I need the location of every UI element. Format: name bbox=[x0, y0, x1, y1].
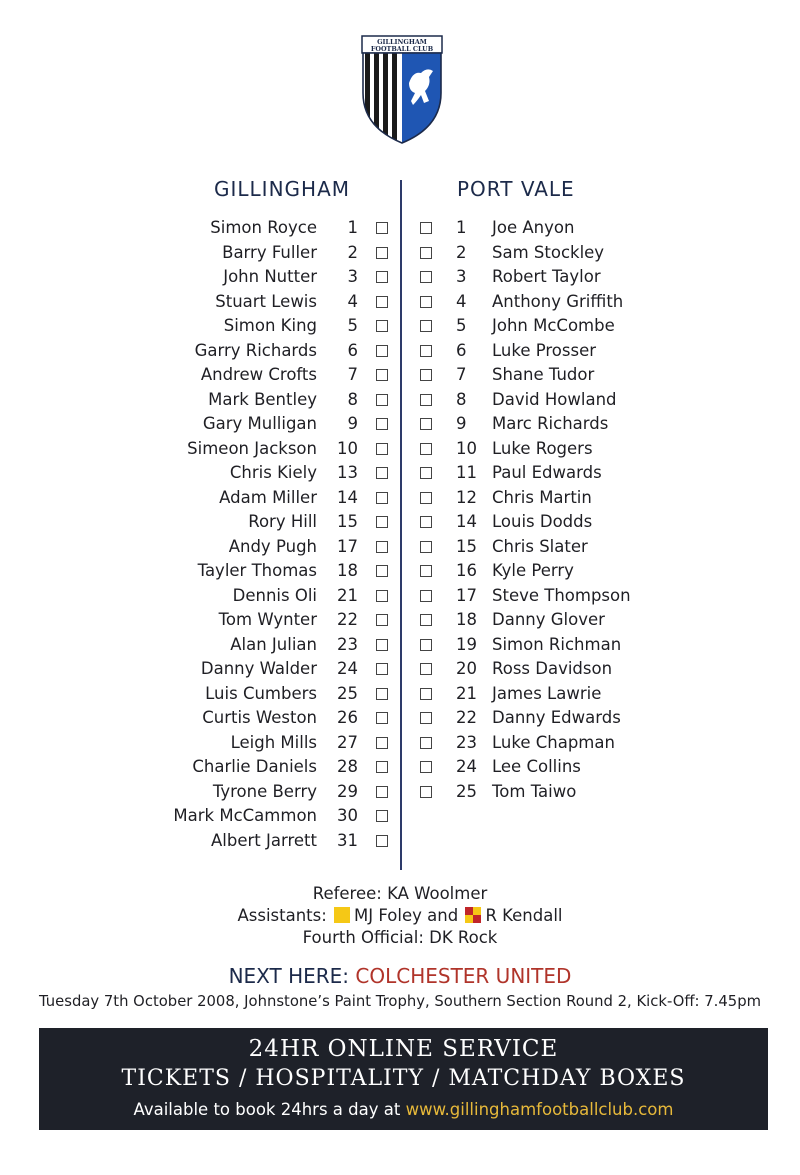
player-name: Ross Davidson bbox=[492, 659, 613, 678]
away-player-row bbox=[414, 314, 650, 339]
player-number: 9 bbox=[347, 414, 358, 433]
away-player-row bbox=[414, 706, 650, 731]
away-player-row bbox=[414, 535, 650, 560]
player-name: Paul Edwards bbox=[492, 463, 602, 482]
player-checkbox[interactable] bbox=[420, 565, 432, 577]
player-checkbox[interactable] bbox=[376, 737, 388, 749]
player-checkbox[interactable] bbox=[420, 786, 432, 798]
assistant-1: MJ Foley and bbox=[354, 906, 459, 925]
player-number: 25 bbox=[456, 781, 477, 801]
away-player-row bbox=[414, 461, 650, 486]
player-number: 5 bbox=[347, 316, 358, 335]
player-checkbox[interactable] bbox=[420, 271, 432, 283]
player-name: Simeon Jackson bbox=[187, 438, 317, 458]
player-checkbox[interactable] bbox=[376, 369, 388, 381]
crest-line-1: GILLINGHAM bbox=[377, 38, 427, 46]
column-divider bbox=[400, 180, 402, 870]
home-player-row bbox=[150, 584, 395, 609]
player-name: John McCombe bbox=[492, 316, 615, 335]
player-checkbox[interactable] bbox=[420, 688, 432, 700]
away-player-row bbox=[414, 780, 650, 805]
player-number: 6 bbox=[347, 340, 358, 360]
player-number: 2 bbox=[456, 242, 467, 262]
home-player-row bbox=[150, 731, 395, 756]
player-number: 18 bbox=[456, 610, 477, 629]
player-checkbox[interactable] bbox=[420, 345, 432, 357]
player-name: Chris Martin bbox=[492, 487, 592, 507]
player-checkbox[interactable] bbox=[376, 663, 388, 675]
away-player-row bbox=[414, 388, 650, 413]
player-name: Marc Richards bbox=[492, 414, 609, 433]
player-checkbox[interactable] bbox=[420, 369, 432, 381]
player-checkbox[interactable] bbox=[420, 541, 432, 553]
player-name: John Nutter bbox=[223, 267, 317, 286]
player-number: 7 bbox=[456, 365, 467, 384]
home-player-row bbox=[150, 339, 395, 364]
player-checkbox[interactable] bbox=[376, 271, 388, 283]
player-number: 5 bbox=[456, 316, 467, 335]
player-checkbox[interactable] bbox=[376, 394, 388, 406]
home-player-row bbox=[150, 510, 395, 535]
away-player-row bbox=[414, 241, 650, 266]
home-player-row bbox=[150, 535, 395, 560]
home-player-row bbox=[150, 608, 395, 633]
club-crest-logo bbox=[361, 35, 443, 145]
player-name: Luke Chapman bbox=[492, 732, 615, 752]
player-number: 29 bbox=[337, 781, 358, 801]
player-checkbox[interactable] bbox=[376, 345, 388, 357]
home-team-list bbox=[150, 216, 395, 853]
home-player-row bbox=[150, 241, 395, 266]
player-name: Mark Bentley bbox=[208, 389, 317, 409]
yellow-flag-icon bbox=[334, 907, 350, 923]
player-name: Sam Stockley bbox=[492, 242, 605, 262]
next-here-label: NEXT HERE: bbox=[228, 964, 350, 988]
player-number: 26 bbox=[337, 708, 358, 727]
player-checkbox[interactable] bbox=[376, 786, 388, 798]
player-number: 15 bbox=[456, 536, 477, 556]
player-checkbox[interactable] bbox=[420, 320, 432, 332]
player-name: Chris Kiely bbox=[229, 463, 317, 482]
player-number: 16 bbox=[456, 561, 477, 580]
player-number: 13 bbox=[337, 463, 358, 482]
player-checkbox[interactable] bbox=[376, 835, 388, 847]
player-checkbox[interactable] bbox=[376, 688, 388, 700]
away-player-row bbox=[414, 682, 650, 707]
player-checkbox[interactable] bbox=[376, 614, 388, 626]
player-checkbox[interactable] bbox=[376, 320, 388, 332]
home-player-row bbox=[150, 437, 395, 462]
chequered-flag-icon bbox=[465, 907, 481, 923]
away-team-list bbox=[414, 216, 650, 804]
home-player-row bbox=[150, 486, 395, 511]
player-name: Danny Walder bbox=[200, 659, 317, 678]
away-player-row bbox=[414, 755, 650, 780]
player-number: 7 bbox=[347, 365, 358, 384]
player-name: Luis Cumbers bbox=[205, 683, 317, 703]
player-name: Leigh Mills bbox=[230, 732, 317, 752]
player-number: 21 bbox=[337, 585, 358, 605]
home-team-heading: GILLINGHAM bbox=[214, 177, 351, 201]
player-name: Luke Rogers bbox=[492, 438, 593, 458]
player-name: Shane Tudor bbox=[492, 365, 595, 384]
assistants-line bbox=[0, 905, 800, 927]
next-fixture-heading bbox=[0, 964, 800, 988]
home-player-row bbox=[150, 755, 395, 780]
player-name: Robert Taylor bbox=[492, 267, 601, 286]
player-number: 1 bbox=[456, 218, 467, 237]
player-number: 23 bbox=[337, 634, 358, 654]
player-number: 14 bbox=[337, 487, 358, 507]
player-name: Simon Royce bbox=[210, 218, 317, 237]
player-number: 30 bbox=[337, 806, 358, 825]
player-number: 8 bbox=[347, 389, 358, 409]
player-checkbox[interactable] bbox=[420, 394, 432, 406]
home-player-row bbox=[150, 706, 395, 731]
player-number: 15 bbox=[337, 512, 358, 531]
player-checkbox[interactable] bbox=[420, 296, 432, 308]
home-player-row bbox=[150, 265, 395, 290]
banner-subtitle: TICKETS / HOSPITALITY / MATCHDAY BOXES bbox=[121, 1066, 686, 1091]
assistant-2: R Kendall bbox=[485, 906, 563, 925]
player-name: Louis Dodds bbox=[492, 512, 593, 531]
player-number: 24 bbox=[337, 659, 358, 678]
player-checkbox[interactable] bbox=[376, 810, 388, 822]
player-number: 25 bbox=[337, 683, 358, 703]
away-player-row bbox=[414, 608, 650, 633]
away-player-row bbox=[414, 584, 650, 609]
home-player-row bbox=[150, 633, 395, 658]
player-checkbox[interactable] bbox=[376, 590, 388, 602]
player-checkbox[interactable] bbox=[420, 614, 432, 626]
away-player-row bbox=[414, 486, 650, 511]
player-checkbox[interactable] bbox=[376, 516, 388, 528]
player-checkbox[interactable] bbox=[420, 247, 432, 259]
player-checkbox[interactable] bbox=[376, 247, 388, 259]
player-name: Garry Richards bbox=[194, 340, 317, 360]
player-name: Curtis Weston bbox=[202, 708, 317, 727]
player-number: 14 bbox=[456, 512, 477, 531]
player-name: Simon Richman bbox=[492, 634, 622, 654]
away-player-row bbox=[414, 437, 650, 462]
home-player-row bbox=[150, 682, 395, 707]
player-name: Tom Taiwo bbox=[492, 781, 577, 801]
home-player-row bbox=[150, 559, 395, 584]
player-checkbox[interactable] bbox=[376, 467, 388, 479]
player-number: 23 bbox=[456, 732, 477, 752]
player-name: Andrew Crofts bbox=[200, 365, 317, 384]
player-name: Steve Thompson bbox=[492, 585, 631, 605]
match-officials bbox=[0, 883, 800, 949]
player-number: 6 bbox=[456, 340, 467, 360]
player-checkbox[interactable] bbox=[376, 639, 388, 651]
player-name: Mark McCammon bbox=[173, 806, 317, 825]
assistants-label: Assistants: bbox=[237, 906, 327, 925]
player-number: 21 bbox=[456, 683, 477, 703]
player-name: Danny Edwards bbox=[492, 708, 621, 727]
player-checkbox[interactable] bbox=[376, 541, 388, 553]
player-checkbox[interactable] bbox=[420, 418, 432, 430]
banner-booking-text: Available to book 24hrs a day at bbox=[133, 1100, 401, 1119]
crest-line-2: FOOTBALL CLUB bbox=[370, 45, 434, 53]
player-name: Anthony Griffith bbox=[492, 291, 624, 311]
away-player-row bbox=[414, 633, 650, 658]
player-number: 28 bbox=[337, 757, 358, 776]
player-checkbox[interactable] bbox=[420, 492, 432, 504]
online-service-banner bbox=[39, 1028, 768, 1130]
player-name: David Howland bbox=[492, 389, 617, 409]
player-name: Luke Prosser bbox=[492, 340, 597, 360]
player-name: Gary Mulligan bbox=[202, 414, 317, 433]
fourth-official-line: Fourth Official: DK Rock bbox=[302, 928, 498, 947]
home-player-row bbox=[150, 780, 395, 805]
away-player-row bbox=[414, 363, 650, 388]
player-name: Alan Julian bbox=[230, 634, 317, 654]
player-checkbox[interactable] bbox=[376, 222, 388, 234]
player-checkbox[interactable] bbox=[420, 663, 432, 675]
player-name: Simon King bbox=[223, 316, 317, 335]
player-number: 8 bbox=[456, 389, 467, 409]
home-player-row bbox=[150, 216, 395, 241]
player-name: Joe Anyon bbox=[492, 218, 575, 237]
referee-line: Referee: KA Woolmer bbox=[312, 884, 488, 903]
player-number: 24 bbox=[456, 757, 477, 776]
player-checkbox[interactable] bbox=[420, 443, 432, 455]
player-number: 18 bbox=[337, 561, 358, 580]
player-checkbox[interactable] bbox=[420, 712, 432, 724]
player-name: Kyle Perry bbox=[492, 561, 574, 580]
away-player-row bbox=[414, 290, 650, 315]
player-number: 12 bbox=[456, 487, 477, 507]
home-player-row bbox=[150, 363, 395, 388]
away-player-row bbox=[414, 339, 650, 364]
player-checkbox[interactable] bbox=[420, 590, 432, 602]
player-number: 27 bbox=[337, 732, 358, 752]
player-number: 9 bbox=[456, 414, 467, 433]
away-player-row bbox=[414, 657, 650, 682]
player-number: 10 bbox=[456, 438, 477, 458]
player-checkbox[interactable] bbox=[420, 639, 432, 651]
player-checkbox[interactable] bbox=[420, 222, 432, 234]
home-player-row bbox=[150, 388, 395, 413]
player-number: 22 bbox=[456, 708, 477, 727]
banner-booking-line bbox=[39, 1100, 768, 1119]
player-checkbox[interactable] bbox=[376, 565, 388, 577]
player-number: 20 bbox=[456, 659, 477, 678]
away-player-row bbox=[414, 265, 650, 290]
player-number: 11 bbox=[456, 463, 477, 482]
player-checkbox[interactable] bbox=[376, 443, 388, 455]
player-number: 4 bbox=[456, 291, 467, 311]
home-player-row bbox=[150, 314, 395, 339]
home-player-row bbox=[150, 804, 395, 829]
next-opponent: COLCHESTER UNITED bbox=[355, 964, 572, 988]
home-player-row bbox=[150, 412, 395, 437]
player-name: Tyrone Berry bbox=[212, 781, 317, 801]
away-player-row bbox=[414, 731, 650, 756]
next-fixture-details: Tuesday 7th October 2008, Johnstone’s Paint Trophy, Southern Section Round 2, Kick-Off: 7.45pm bbox=[38, 993, 762, 1010]
player-name: Chris Slater bbox=[492, 536, 588, 556]
club-website-link[interactable]: www.gillinghamfootballclub.com bbox=[405, 1100, 674, 1119]
player-number: 19 bbox=[456, 634, 477, 654]
banner-title: 24HR ONLINE SERVICE bbox=[248, 1036, 559, 1062]
player-name: Danny Glover bbox=[492, 610, 605, 629]
player-name: Albert Jarrett bbox=[211, 830, 317, 850]
player-checkbox[interactable] bbox=[376, 761, 388, 773]
player-name: Lee Collins bbox=[492, 757, 581, 776]
player-checkbox[interactable] bbox=[420, 516, 432, 528]
player-number: 3 bbox=[347, 267, 358, 286]
home-player-row bbox=[150, 657, 395, 682]
player-name: James Lawrie bbox=[492, 683, 602, 703]
player-checkbox[interactable] bbox=[376, 712, 388, 724]
home-player-row bbox=[150, 461, 395, 486]
player-number: 22 bbox=[337, 610, 358, 629]
home-player-row bbox=[150, 290, 395, 315]
away-player-row bbox=[414, 559, 650, 584]
player-number: 10 bbox=[337, 438, 358, 458]
player-name: Adam Miller bbox=[219, 487, 317, 507]
player-name: Rory Hill bbox=[248, 512, 317, 531]
home-player-row bbox=[150, 829, 395, 854]
player-checkbox[interactable] bbox=[420, 761, 432, 773]
away-team-heading: PORT VALE bbox=[457, 177, 575, 201]
player-number: 4 bbox=[347, 291, 358, 311]
player-checkbox[interactable] bbox=[376, 296, 388, 308]
player-checkbox[interactable] bbox=[420, 467, 432, 479]
player-number: 1 bbox=[347, 218, 358, 237]
player-name: Andy Pugh bbox=[228, 536, 317, 556]
player-number: 17 bbox=[337, 536, 358, 556]
player-name: Tom Wynter bbox=[218, 610, 317, 629]
player-number: 3 bbox=[456, 267, 467, 286]
player-name: Stuart Lewis bbox=[215, 291, 317, 311]
player-number: 17 bbox=[456, 585, 477, 605]
player-checkbox[interactable] bbox=[376, 418, 388, 430]
player-name: Tayler Thomas bbox=[197, 561, 317, 580]
player-number: 31 bbox=[337, 830, 358, 850]
player-name: Charlie Daniels bbox=[192, 757, 317, 776]
player-checkbox[interactable] bbox=[420, 737, 432, 749]
player-name: Dennis Oli bbox=[232, 585, 317, 605]
player-number: 2 bbox=[347, 242, 358, 262]
player-name: Barry Fuller bbox=[222, 242, 317, 262]
player-checkbox[interactable] bbox=[376, 492, 388, 504]
away-player-row bbox=[414, 510, 650, 535]
away-player-row bbox=[414, 216, 650, 241]
away-player-row bbox=[414, 412, 650, 437]
